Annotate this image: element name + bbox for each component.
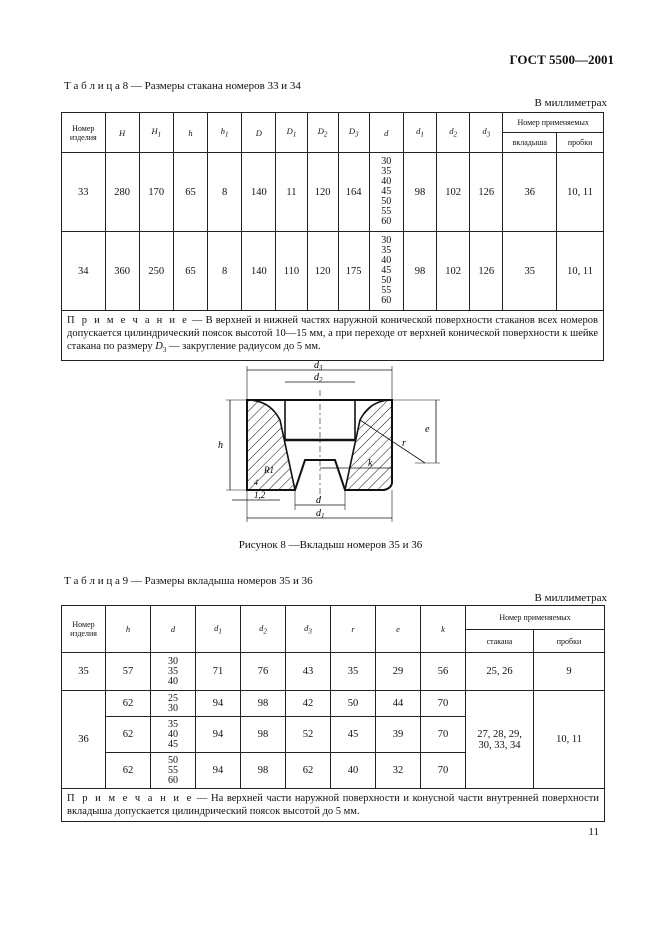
t9-r35-plug: 9 [534,653,605,691]
t8-head-D1: $D_1$ [276,113,307,153]
insert-section-right [345,400,392,490]
t9-r36c-e: 32 [376,753,421,789]
table9-caption: Т а б л и ц а 9 — Размеры вкладыша номеров 35 и 36 [64,575,313,587]
t8-r1-D1: 11 [276,153,307,232]
label-h: h [218,440,223,451]
t8-r1-insert: 36 [503,153,557,232]
t9-r35-h: 57 [106,653,151,691]
figure8-drawing [210,360,450,530]
t9-head-d: d [151,606,196,653]
t8-r1-D2: 120 [307,153,338,232]
t9-r36b-d2: 98 [241,717,286,753]
t9-head-h: h [106,606,151,653]
t9-r36-item: 36 [62,691,106,789]
table8 [61,112,604,361]
t8-r2-D: 140 [242,232,276,311]
t8-r2-d1: 98 [403,232,436,311]
t9-r35-d3: 43 [286,653,331,691]
t9-head-e: e [376,606,421,653]
label-d: d [316,495,321,506]
standard-number: ГОСТ 5500—2001 [509,52,614,67]
t8-r1-d2: 102 [437,153,470,232]
t9-r36c-r: 40 [331,753,376,789]
t8-note: П р и м е ч а н и е — В верхней и нижней частях наружной конической поверхности стаканов всех номеров допускается цилиндрический поясок высотой 10—15 мм, а при переходе от верхней конической поверхности к шейке стакана по размеру $D_3$ — закругление радиусом до 5 мм. [62,311,604,361]
label-r1: R1 [264,465,274,475]
t9-r35-k: 56 [421,653,466,691]
t9-r36a-d1: 94 [196,691,241,717]
label-e: e [425,424,430,435]
t9-r35-d1: 71 [196,653,241,691]
t9-head-used: Номер применяемых [466,606,605,630]
t9-r36b-r: 45 [331,717,376,753]
t9-head-r: r [331,606,376,653]
t9-r36a-d: 25 30 [151,691,196,717]
t9-r36-glass: 27, 28, 29, 30, 33, 34 [466,691,534,789]
t8-head-d: d [369,113,403,153]
t8-r1-H: 280 [105,153,139,232]
t8-head-h1: $h_1$ [208,113,242,153]
label-d1: $d_1$ [316,508,325,520]
t9-r36a-h: 62 [106,691,151,717]
t8-head-H1: $H_1$ [139,113,173,153]
table-row [62,653,605,691]
t8-head-d1: $d_1$ [403,113,436,153]
t8-head-plug: пробки [557,133,604,153]
t8-head-used: Номер применяемых [503,113,604,133]
t9-r36a-d2: 98 [241,691,286,717]
t9-r36c-k: 70 [421,753,466,789]
t9-head-plug: пробки [534,630,605,653]
t9-r35-item: 35 [62,653,106,691]
label-d3: $d_3$ [314,360,323,372]
t9-r36c-d: 50 55 60 [151,753,196,789]
t8-r1-D: 140 [242,153,276,232]
t8-r2-d3: 126 [470,232,503,311]
t9-r36c-d1: 94 [196,753,241,789]
t8-r2-d: 30 35 40 45 50 55 60 [369,232,403,311]
t8-r1-d1: 98 [403,153,436,232]
t9-r36a-e: 44 [376,691,421,717]
t8-r2-h: 65 [173,232,207,311]
t8-r2-D2: 120 [307,232,338,311]
t9-r36a-k: 70 [421,691,466,717]
t9-r35-glass: 25, 26 [466,653,534,691]
t9-r36c-d2: 98 [241,753,286,789]
t9-r36c-d3: 62 [286,753,331,789]
t8-head-D2: $D_2$ [307,113,338,153]
t9-r35-d2: 76 [241,653,286,691]
t8-r2-d2: 102 [437,232,470,311]
label-4: 4 [254,478,258,487]
t8-head-D: D [242,113,276,153]
t9-r36-plug: 10, 11 [534,691,605,789]
t8-head-H: H [105,113,139,153]
t8-r2-insert: 35 [503,232,557,311]
t8-r1-h: 65 [173,153,207,232]
t9-r36b-d1: 94 [196,717,241,753]
t9-head-glass: стакана [466,630,534,653]
table8-units: В миллиметрах [534,97,607,109]
t9-head-item: Номер изделия [62,606,106,653]
t9-head-d2: $d_2$ [241,606,286,653]
t8-head-insert: вкладыша [503,133,557,153]
t8-r1-h1: 8 [208,153,242,232]
t8-head-d3: $d_3$ [470,113,503,153]
label-k: k [368,458,373,469]
t9-r36c-h: 62 [106,753,151,789]
table-row [62,232,604,311]
t8-head-D3: $D_3$ [338,113,369,153]
t8-r1-d3: 126 [470,153,503,232]
t8-r2-item: 34 [62,232,106,311]
t9-r35-e: 29 [376,653,421,691]
t8-head-h: h [173,113,207,153]
t8-r1-plug: 10, 11 [557,153,604,232]
t9-head-d3: $d_3$ [286,606,331,653]
t8-r1-D3: 164 [338,153,369,232]
t8-r2-h1: 8 [208,232,242,311]
t9-r35-r: 35 [331,653,376,691]
t9-r36b-d: 35 40 45 [151,717,196,753]
t8-r2-H: 360 [105,232,139,311]
t9-r36b-k: 70 [421,717,466,753]
label-12: 1,2 [254,490,266,500]
label-r: r [402,438,406,449]
table9-units: В миллиметрах [534,592,607,604]
table9 [61,605,605,822]
figure8-caption: Рисунок 8 —Вкладыш номеров 35 и 36 [238,539,423,551]
table-row [62,691,605,717]
t8-r1-H1: 170 [139,153,173,232]
table8-caption: Т а б л и ц а 8 — Размеры стакана номеров 33 и 34 [64,80,301,92]
t9-head-d1: $d_1$ [196,606,241,653]
label-d2: $d_2$ [314,372,323,384]
t9-r36b-h: 62 [106,717,151,753]
t8-r2-D1: 110 [276,232,307,311]
t8-r1-item: 33 [62,153,106,232]
t8-r2-plug: 10, 11 [557,232,604,311]
t8-r2-H1: 250 [139,232,173,311]
t8-head-item: Номер изделия [62,113,106,153]
t9-head-k: k [421,606,466,653]
t9-r36b-e: 39 [376,717,421,753]
page-number: 11 [588,826,599,838]
t9-note: П р и м е ч а н и е — На верхней части наружной поверхности и конусной части внутренней поверхности вкладыша допускается цилиндрический поясок высотой до 5 мм. [62,789,605,822]
t8-r1-d: 30 35 40 45 50 55 60 [369,153,403,232]
table-row [62,153,604,232]
insert-section-left [247,400,295,490]
t9-r36a-d3: 42 [286,691,331,717]
t9-r35-d: 30 35 40 [151,653,196,691]
t8-r2-D3: 175 [338,232,369,311]
t9-r36b-d3: 52 [286,717,331,753]
t9-r36a-r: 50 [331,691,376,717]
t8-head-d2: $d_2$ [437,113,470,153]
